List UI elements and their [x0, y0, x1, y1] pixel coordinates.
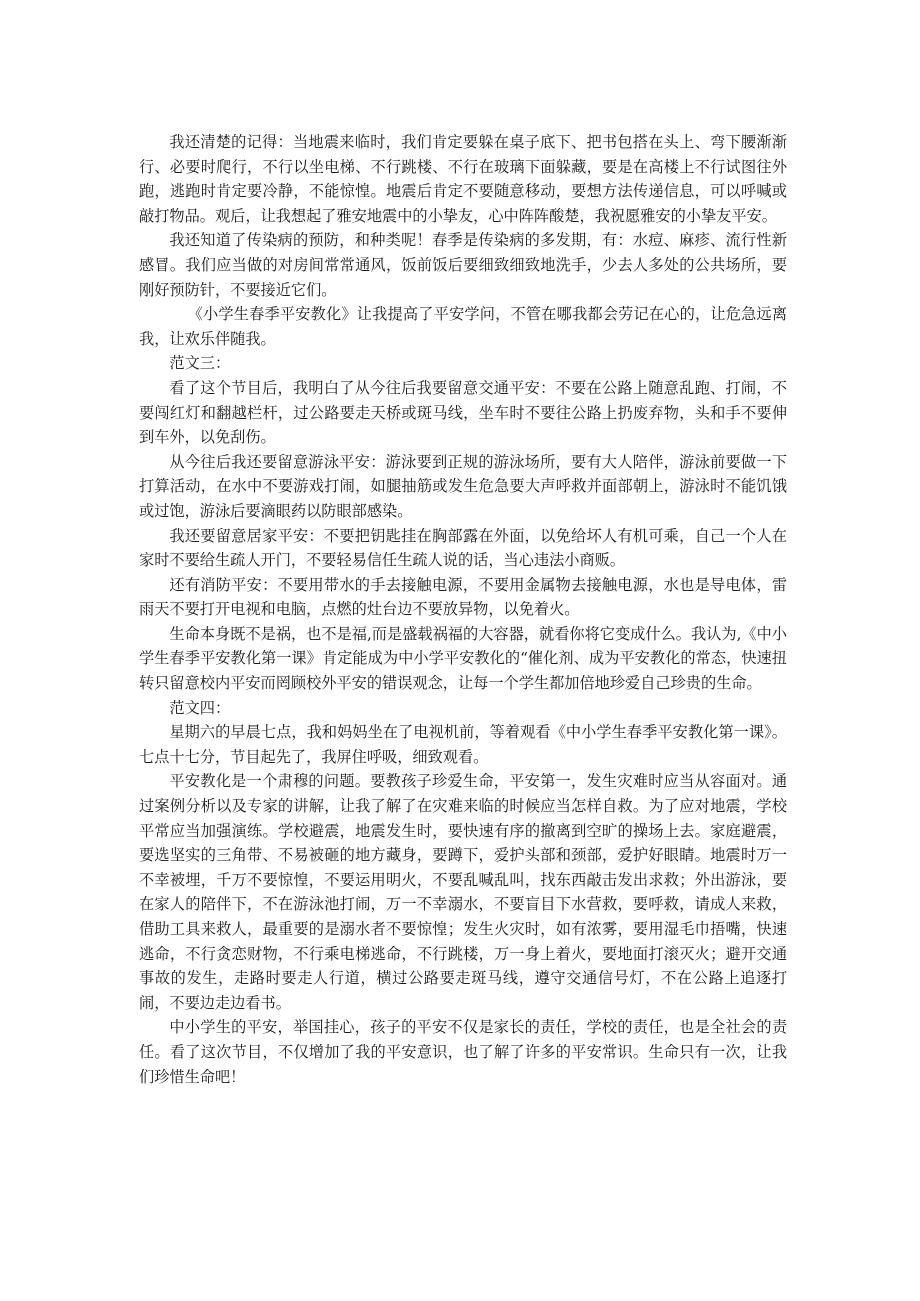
paragraph-traffic-safety: 看了这个节目后，我明白了从今往后我要留意交通平安：不要在公路上随意乱跑、打闹，不要闯红灯和翻越栏杆，过公路要走天桥或斑马线，坐车时不要往公路上扔废弃物，头和手不要伸到车外，以免刮伤。 [139, 378, 787, 447]
paragraph-home-safety: 我还要留意居家平安：不要把钥匙挂在胸部露在外面，以免给坏人有机可乘，自己一个人在家时不要给生疏人开门，不要轻易信任生疏人说的话，当心违法小商贩。 [139, 526, 787, 570]
paragraph-conclusion: 中小学生的平安，举国挂心，孩子的平安不仅是家长的责任，学校的责任，也是全社会的责任。看了这次节目，不仅增加了我的平安意识，也了解了许多的平安常识。生命只有一次，让我们珍惜生命吧！ [139, 1018, 787, 1086]
paragraph-earthquake-memory: 我还清楚的记得：当地震来临时，我们肯定要躲在桌子底下、把书包搭在头上、弯下腰渐渐行、必要时爬行，不行以坐电梯、不行跳楼、不行在玻璃下面躲藏，要是在高楼上不行试图往外跑，逃跑时肯定要冷静，不能惊惶。地震后肯定不要随意移动，要想方法传递信息，可以呼喊或敲打物品。观后，让我想起了雅安地震中的小挚友，心中阵阵酸楚，我祝愿雅安的小挚友平安。 [139, 133, 787, 225]
paragraph-fire-safety: 还有消防平安：不要用带水的手去接触电源，不要用金属物去接触电源，水也是导电体，雷雨天不要打开电视和电脑，点燃的灶台边不要放异物，以免着火。 [139, 575, 787, 619]
paragraph-disease-prevention: 我还知道了传染病的预防，和种类呢！春季是传染病的多发期，有：水痘、麻疹、流行性新感冒。我们应当做的对房间常常通风，饭前饭后要细致细致地洗手，少去人多处的公共场所，要刚好预防针，不要接近它们。 [139, 231, 787, 299]
paragraph-saturday-morning: 星期六的早晨七点，我和妈妈坐在了电视机前，等着观看《中小学生春季平安教化第一课》。七点十七分，节目起先了，我屏住呼吸，细致观看。 [139, 723, 787, 766]
document-page [139, 130, 787, 1089]
paragraph-safety-knowledge: 《小学生春季平安教化》让我提高了平安学问，不管在哪我都会劳记在心的，让危急远离我，让欢乐伴随我。 [139, 305, 787, 348]
section-heading-4: 范文四： [169, 698, 231, 717]
paragraph-swimming-safety: 从今往后我还要留意游泳平安：游泳要到正规的游泳场所，要有大人陪伴，游泳前要做一下打算活动，在水中不要游戏打闹，如腿抽筋或发生危急要大声呼救并面部朝上，游泳时不能饥饿或过饱，游泳后要滴眼药以防眼部感染。 [139, 452, 787, 520]
paragraph-life-reflection: 生命本身既不是祸，也不是福,而是盛载祸福的大容器，就看你将它变成什么。我认为,《中小学生春季平安教化第一课》肯定能成为中小学平安教化的“催化剂、成为平安教化的常态，快速扭转只留意校内平安而罔顾校外平安的错误观念，让每一个学生都加倍地珍爱自己珍贵的生命。 [139, 624, 787, 693]
section-heading-3: 范文三： [169, 354, 231, 373]
paragraph-safety-education: 平安教化是一个肃穆的问题。要教孩子珍爱生命，平安第一，发生灾难时应当从容面对。通过案例分析以及专家的讲解，让我了解了在灾难来临的时候应当怎样自救。为了应对地震，学校平常应当加强演练。学校避震，地震发生时，要快速有序的撤离到空旷的操场上去。家庭避震，要选坚实的三角带、不易被砸的地方藏身，要蹲下，爱护头部和颈部，爱护好眼睛。地震时万一不幸被埋，千万不要惊惶，不要运用明火，不要乱喊乱叫，找东西敲击发出求救；外出游泳，要在家人的陪伴下，不在游泳池打闹，万一不幸溺水，不要盲目下水营救，要呼救，请成人来救，借助工具来救人，最重要的是溺水者不要惊惶；发生火灾时，如有浓雾，要用湿毛巾捂嘴，快速逃命，不行贪恋财物，不行乘电梯逃命，不行跳楼，万一身上着火，要地面打滚灭火；避开交通事故的发生，走路时要走人行道，横过公路要走斑马线，遵守交通信号灯，不在公路上追逐打闹，不要边走边看书。 [139, 772, 787, 1012]
